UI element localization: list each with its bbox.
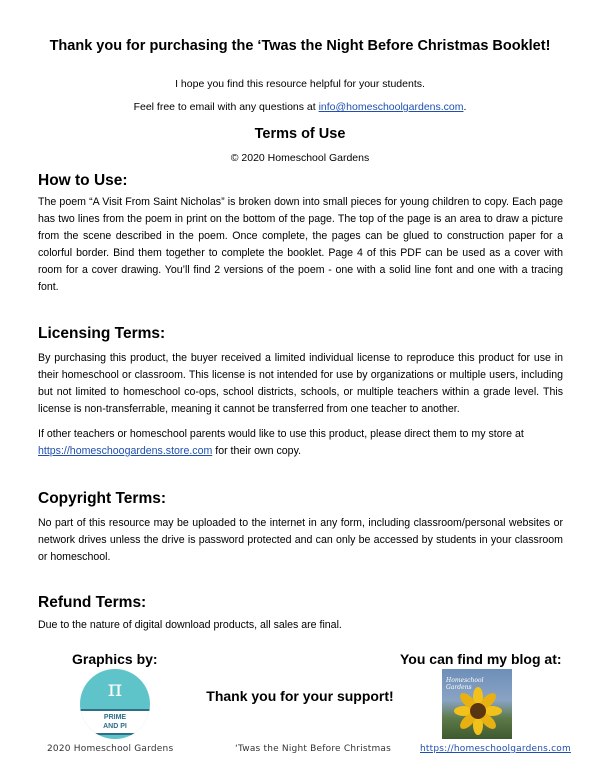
footer-copyright: 2020 Homeschool Gardens: [47, 744, 174, 754]
store-prefix: If other teachers or homeschool parents would like to use this product, please direct them to my store at: [38, 428, 524, 440]
blog-heading: You can find my blog at:: [400, 651, 562, 667]
contact-suffix: .: [463, 101, 467, 113]
intro-line: I hope you find this resource helpful for your students.: [175, 78, 425, 90]
document-title: Thank you for purchasing the ‘Twas the Night Before Christmas Booklet!: [49, 38, 551, 54]
terms-title: Terms of Use: [254, 126, 346, 142]
logo-line-2: AND PI: [103, 723, 127, 730]
store-link[interactable]: https://homeschoogardens.store.com: [38, 445, 213, 457]
copyright-heading: Copyright Terms:: [38, 490, 167, 507]
blog-image[interactable]: [442, 669, 512, 739]
licensing-heading: Licensing Terms:: [38, 325, 166, 342]
refund-body: Due to the nature of digital download products, all sales are final.: [38, 619, 342, 631]
licensing-store-paragraph: [38, 426, 563, 460]
contact-prefix: Feel free to email with any questions at: [133, 101, 319, 113]
thank-you-message: Thank you for your support!: [206, 688, 394, 704]
footer-product-name: ‘Twas the Night Before Christmas: [235, 744, 392, 754]
store-suffix: for their own copy.: [212, 445, 302, 457]
how-to-use-heading: How to Use:: [38, 172, 128, 189]
blog-image-caption: Homeschool Gardens: [446, 677, 484, 691]
logo-line-1: PRIME: [103, 714, 127, 721]
email-link[interactable]: info@homeschoolgardens.com: [318, 101, 464, 113]
licensing-body: By purchasing this product, the buyer received a limited individual license to reproduce this product for use in their homeschool or classroom. This license is not intended for use by organizations or multiple users, including but not limited to homeschool co-ops, school districts, schools, or multiple teachers within a grade level. This license is non-transferrable, meaning it cannot be transferred from one teacher to another.: [38, 352, 563, 415]
graphics-by-heading: Graphics by:: [72, 651, 158, 667]
how-to-use-body: The poem “A Visit From Saint Nicholas” is broken down into small pieces for young children to copy. Each page has two lines from the poem in print on the bottom of the page. The top of the page is an area to draw a picture from the scene described in the poem. Once complete, the pages can be glued to construction paper for a colorful border. Bind them together to complete the booklet. Page 4 of this PDF can be used as a cover with room for a cover drawing. You’ll find 2 versions of the poem - one with a solid line font and one with a tracing font.: [38, 196, 563, 293]
terms-copyright: © 2020 Homeschool Gardens: [230, 152, 370, 164]
copyright-body: No part of this resource may be uploaded to the internet in any form, including classroom/personal websites or network drives unless the drive is password protected and can only be accessed by students in your classroom or homeschool.: [38, 517, 563, 563]
footer-website-link[interactable]: https://homeschoolgardens.com: [420, 744, 571, 754]
prime-and-pi-logo: [80, 669, 150, 739]
pi-symbol: π: [107, 677, 123, 702]
contact-line: [0, 101, 600, 113]
logo-band: [80, 709, 150, 735]
footer-website: [420, 744, 571, 754]
refund-heading: Refund Terms:: [38, 594, 147, 611]
